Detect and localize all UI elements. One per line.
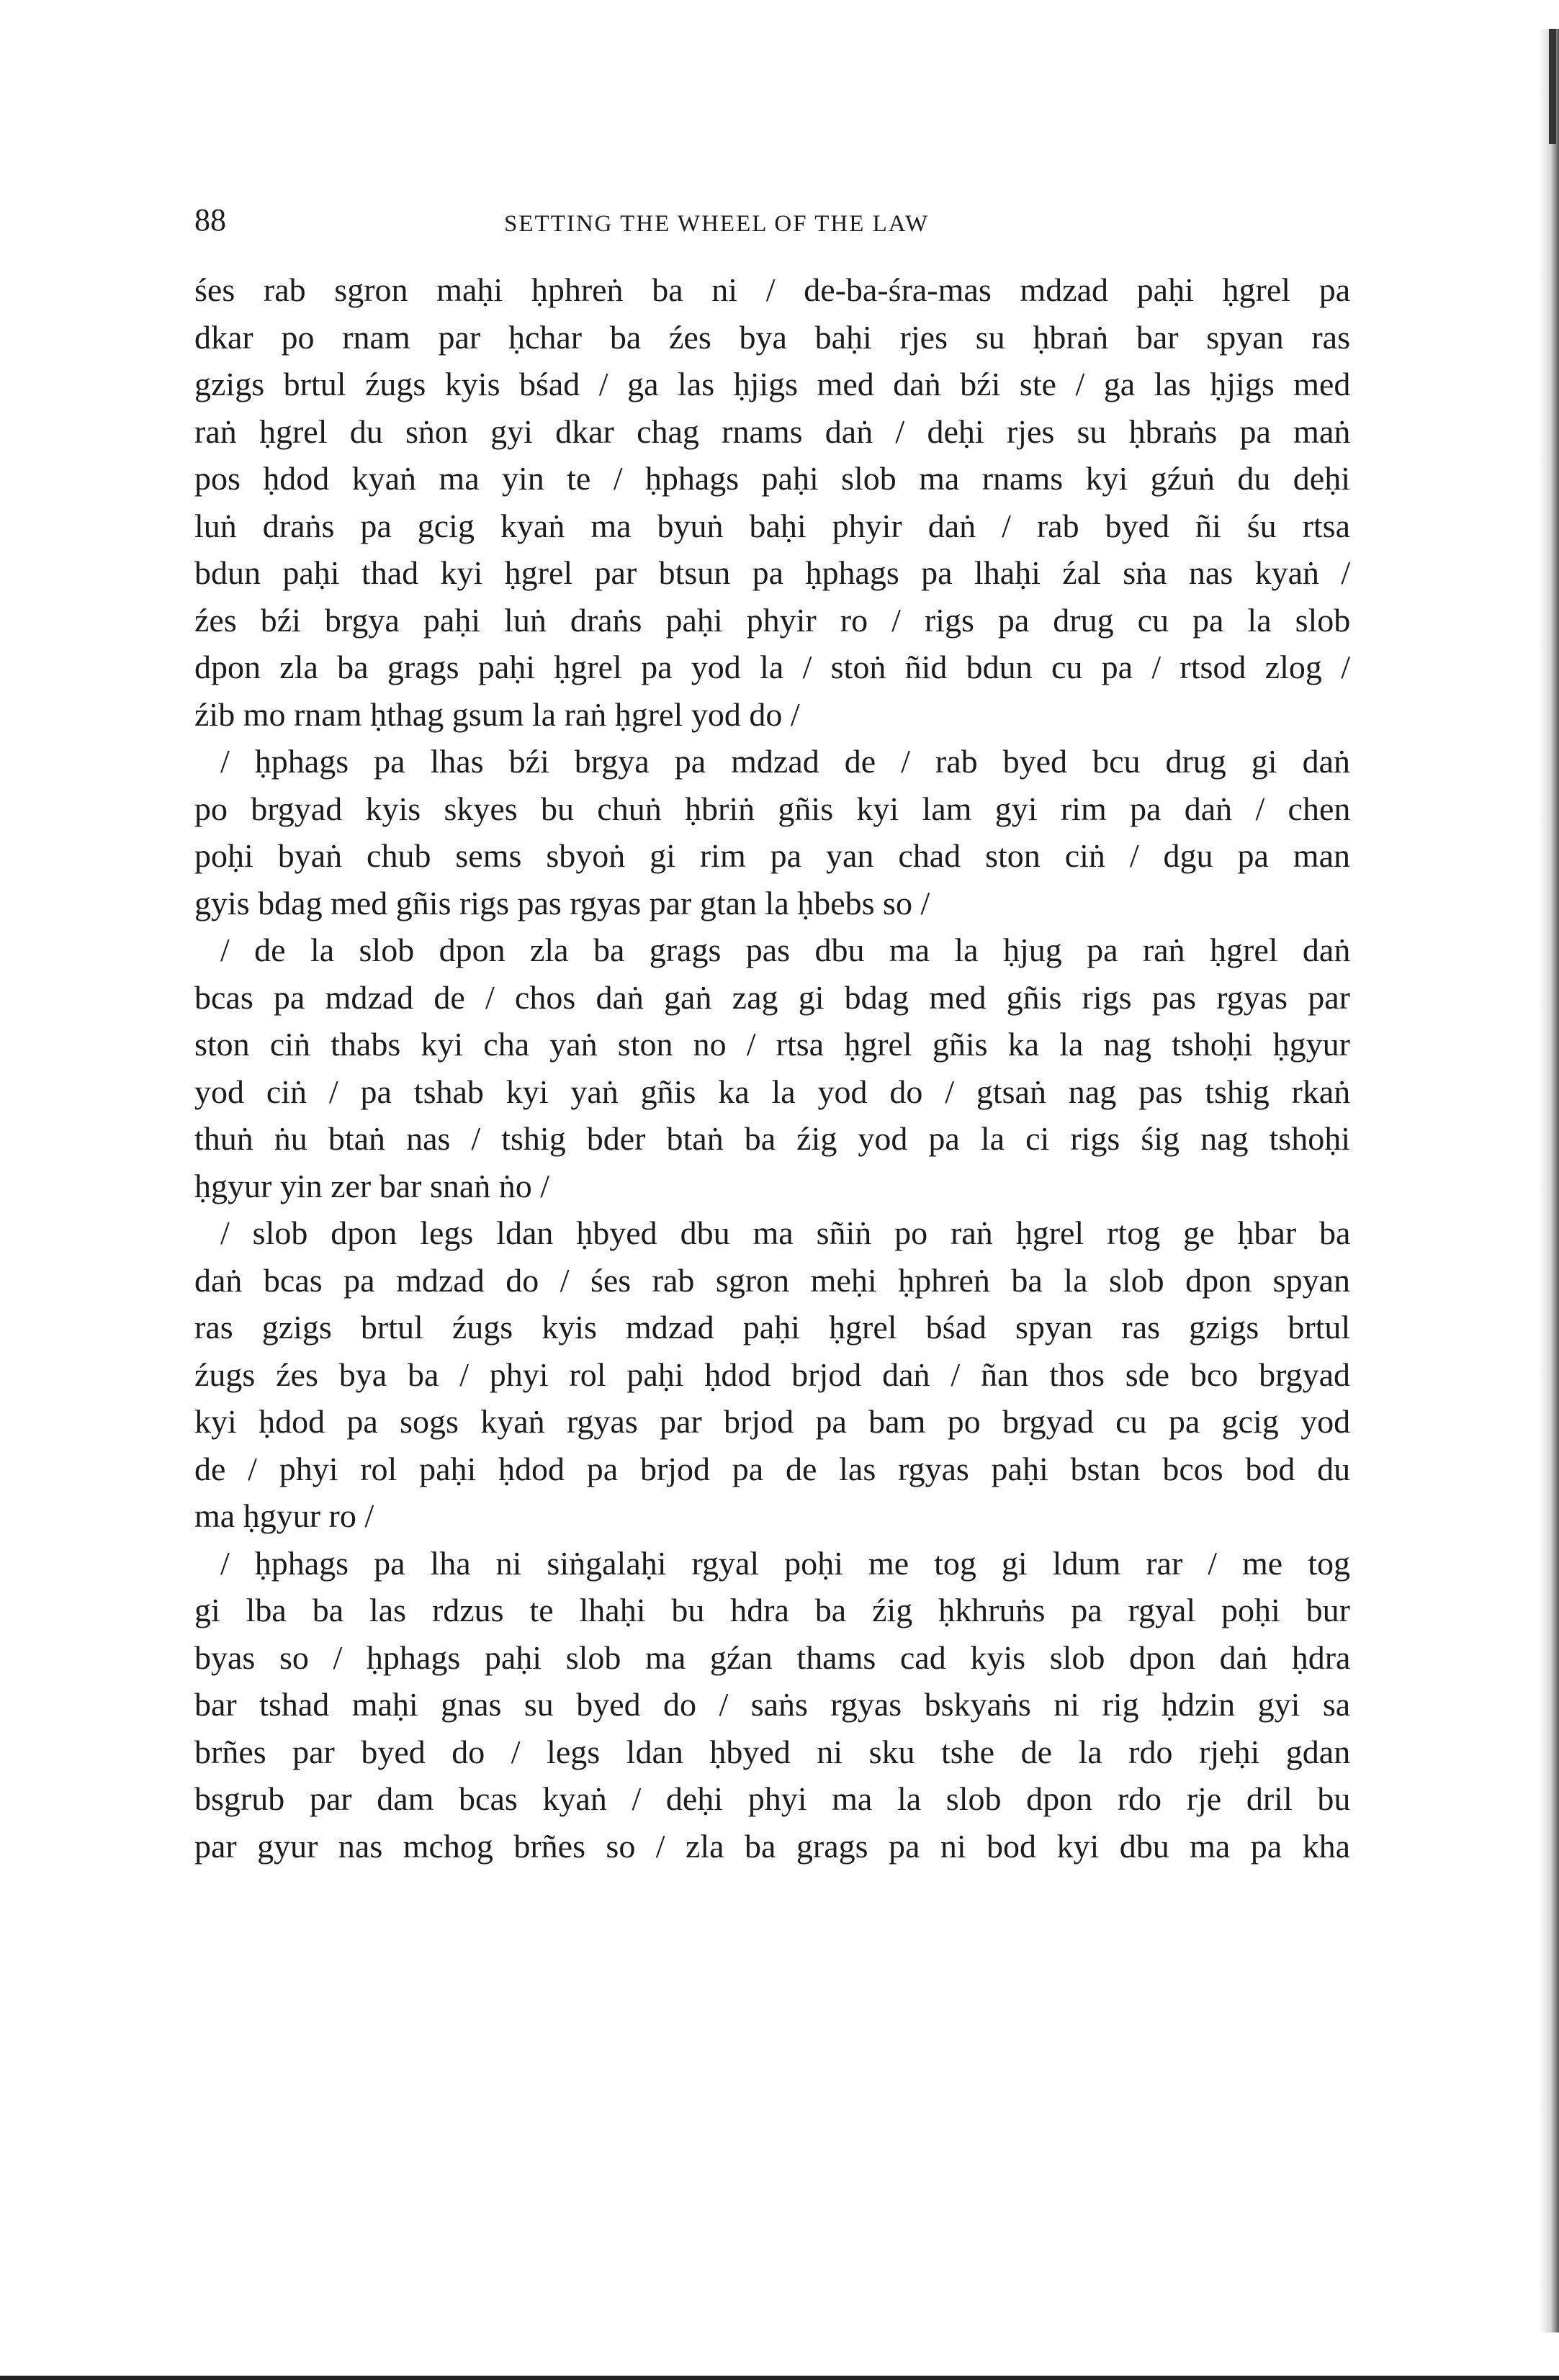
text-line: gyis bdag med gñis rigs pas rgyas par gtan la ḥbebs so / — [194, 884, 930, 921]
text-line: poḥi byaṅ chub sems sbyoṅ gi rim pa yan chad ston ciṅ / dgu pa man — [194, 837, 1350, 874]
running-head: SETTING THE WHEEL OF THE LAW — [504, 211, 930, 237]
text-line: bsgrub par dam bcas kyaṅ / deḥi phyi ma la slob dpon rdo rje dril bu — [194, 1780, 1351, 1817]
page-edge-shadow — [1539, 29, 1559, 2332]
text-line: thuṅ ṅu btaṅ nas / tshig bder btaṅ ba źig yod pa la ci rigs śig nag tshoḥi — [194, 1120, 1350, 1157]
text-line: ma ḥgyur ro / — [194, 1497, 374, 1534]
paragraph-2 — [194, 738, 1350, 927]
text-line: gi lba ba las rdzus te lhaḥi bu hdra ba źig ḥkhruṅs pa rgyal poḥi bur — [194, 1592, 1350, 1628]
text-line: źib mo rnam ḥthag gsum la raṅ ḥgrel yod do / — [194, 695, 800, 733]
text-line: par gyur nas mchog brñes so / zla ba grags pa ni bod kyi dbu ma pa kha — [194, 1827, 1351, 1865]
text-line: bdun paḥi thad kyi ḥgrel par btsun pa ḥphags pa lhaḥi źal sṅa nas kyaṅ / — [194, 554, 1351, 591]
text-line: bcas pa mdzad de / chos daṅ gaṅ zag gi bdag med gñis rigs pas rgyas par — [194, 978, 1350, 1016]
text-line: kyi ḥdod pa sogs kyaṅ rgyas par brjod pa bam po brgyad cu pa gcig yod — [194, 1403, 1351, 1440]
text-line: dkar po rnam par ḥchar ba źes bya baḥi rjes su ḥbraṅ bar spyan ras — [194, 318, 1350, 356]
text-line: de / phyi rol paḥi ḥdod pa brjod pa de las rgyas paḥi bstan bcos bod du — [194, 1450, 1351, 1487]
page-edge-mark — [1549, 29, 1556, 144]
text-line: gzigs brtul źugs kyis bśad / ga las ḥjigs med daṅ bźi ste / ga las ḥjigs med — [194, 366, 1351, 402]
text-line: pos ḥdod kyaṅ ma yin te / ḥphags paḥi slob ma rnams kyi gźuṅ du deḥi — [194, 460, 1350, 497]
paragraph-4 — [194, 1209, 1350, 1540]
text-line: yod ciṅ / pa tshab kyi yaṅ gñis ka la yod do / gtsaṅ nag pas tshig rkaṅ — [194, 1073, 1351, 1110]
text-line: śes rab sgron maḥi ḥphreṅ ba ni / de-ba-śra-mas mdzad paḥi ḥgrel pa — [194, 271, 1351, 308]
page-number: 88 — [194, 202, 226, 238]
text-line: daṅ bcas pa mdzad do / śes rab sgron meḥi ḥphreṅ ba la slob dpon spyan — [194, 1261, 1350, 1299]
text-line: / ḥphags pa lhas bźi brgya pa mdzad de / rab byed bcu drug gi daṅ — [220, 743, 1350, 780]
text-line: / ḥphags pa lha ni siṅgalaḥi rgyal poḥi me tog gi ldum rar / me tog — [220, 1544, 1350, 1582]
bottom-edge-line — [0, 2376, 1559, 2380]
paragraph-1 — [194, 266, 1350, 738]
text-line: / slob dpon legs ldan ḥbyed dbu ma sñiṅ po raṅ ḥgrel rtog ge ḥbar ba — [220, 1214, 1351, 1251]
text-line: raṅ ḥgrel du sṅon gyi dkar chag rnams daṅ / deḥi rjes su ḥbraṅs pa maṅ — [194, 413, 1351, 450]
text-line: dpon zla ba grags paḥi ḥgrel pa yod la / stoṅ ñid bdun cu pa / rtsod zlog / — [194, 649, 1350, 685]
paragraph-3 — [194, 927, 1350, 1209]
text-line: ras gzigs brtul źugs kyis mdzad paḥi ḥgrel bśad spyan ras gzigs brtul — [194, 1309, 1351, 1345]
text-line: ston ciṅ thabs kyi cha yaṅ ston no / rtsa ḥgrel gñis ka la nag tshoḥi ḥgyur — [194, 1026, 1350, 1063]
text-line: byas so / ḥphags paḥi slob ma gźan thams cad kyis slob dpon daṅ ḥdra — [194, 1638, 1351, 1676]
paragraph-5 — [194, 1540, 1350, 1870]
text-line: po brgyad kyis skyes bu chuṅ ḥbriṅ gñis kyi lam gyi rim pa daṅ / chen — [194, 790, 1351, 827]
text-line: ḥgyur yin zer bar snaṅ ṅo / — [194, 1167, 550, 1204]
text-line: źes bźi brgya paḥi luṅ draṅs paḥi phyir ro / rigs pa drug cu pa la slob — [194, 601, 1351, 639]
text-line: źugs źes bya ba / phyi rol paḥi ḥdod brjod daṅ / ñan thos sde bco brgyad — [194, 1356, 1350, 1393]
text-line: bar tshad maḥi gnas su byed do / saṅs rgyas bskyaṅs ni rig ḥdzin gyi sa — [194, 1686, 1351, 1723]
text-line: brñes par byed do / legs ldan ḥbyed ni sku tshe de la rdo rjeḥi gdan — [194, 1733, 1351, 1770]
text-line: / de la slob dpon zla ba grags pas dbu ma la ḥjug pa raṅ ḥgrel daṅ — [220, 932, 1351, 968]
text-line: luṅ draṅs pa gcig kyaṅ ma byuṅ baḥi phyir daṅ / rab byed ñi śu rtsa — [194, 507, 1350, 544]
body-text — [194, 266, 1350, 1870]
